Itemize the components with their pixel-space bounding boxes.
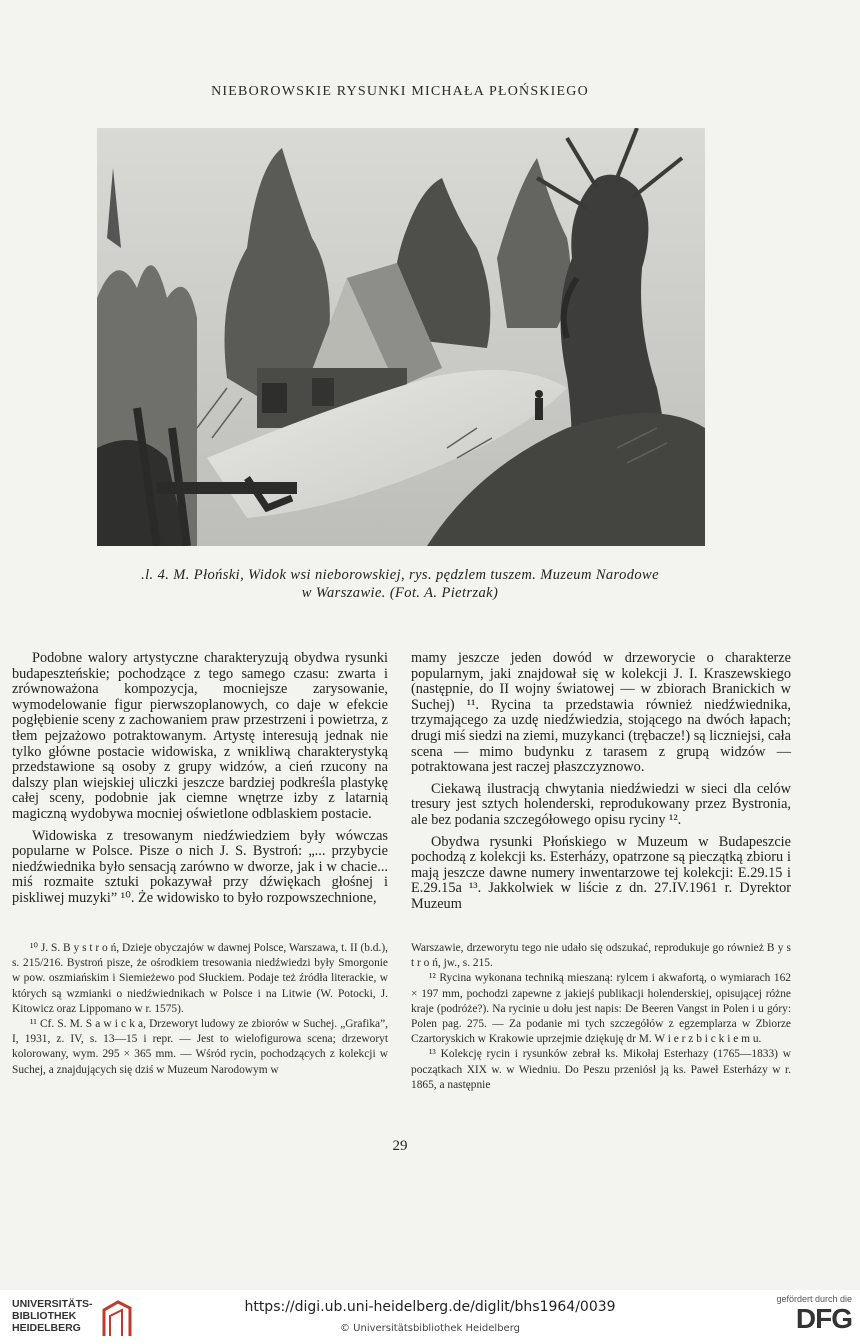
- page-number: 29: [392, 1138, 408, 1154]
- footnote-continuation: Warszawie, drzeworytu tego nie udało się odszukać, reprodukuje go również B y s t r o ń, jw., s. 215.: [411, 942, 791, 970]
- viewer-footer: [0, 1290, 860, 1344]
- footnotes-right: [411, 941, 791, 1093]
- body-column-right: [411, 651, 791, 913]
- paragraph: mamy jeszcze jeden dowód w drzeworycie o charakterze popularnym, jaki znajdował się w kolekcji J. I. Kraszewskiego (następnie, do II wojny światowej — w zbiorach Branickich w Suchej) ¹¹. Rycina ta przedstawia również niedźwiednika, trzymającego za uzdę niedźwiedzia, stojącego na dwóch łapach; drugi miś siedzi na ziemi, muzykanci (trębacze!) są liczniejsi, cała scena — mimo budynku z tarasem z grupą widzów — potraktowana jest raczej płaszczyznowo.: [411, 650, 791, 776]
- funder-block[interactable]: [752, 1294, 852, 1334]
- footnote: ¹¹ Cf. S. M. S a w i c k a, Drzeworyt ludowy ze zbiorów w Suchej. „Grafika”, I, 1931, z. IV, s. 13—15 i repr. — Jest to wielofigurowa scena; drzeworyt kolorowany, wym. 295 × 365 mm. — Wśród rycin, pochodzących z kolekcji w Suchej, a znajdujących się dziś w Muzeum Narodowym w: [12, 1018, 388, 1076]
- copyright-notice: © Universitätsbibliothek Heidelberg: [339, 1323, 520, 1334]
- permalink-url[interactable]: https://digi.ub.uni-heidelberg.de/diglit/bhs1964/0039: [244, 1299, 616, 1315]
- footnotes-left: [12, 941, 388, 1078]
- footnote: ¹³ Kolekcję rycin i rysunków zebrał ks. Mikołaj Esterhazy (1765—1833) w początkach XIX w. w Wiedniu. Do Peszu przeniósł ją ks. Paweł Esterházy w r. 1865, a następnie: [411, 1048, 791, 1091]
- paragraph: Widowiska z tresowanym niedźwiedziem były wówczas popularne w Polsce. Pisze o nich J. S. Bystroń: „... przybycie niedźwiednika było sensacją zarówno w dworze, jak i w chacie... miś rozmaite sztuki pokazywał przy dźwiękach głośnej i piskliwej muzyki” ¹⁰. Że widowisko to było rozpowszechnione,: [12, 827, 388, 906]
- dfg-logo-icon: DFG: [795, 1303, 852, 1334]
- figure-caption: [90, 566, 710, 602]
- ink-drawing-illustration: [97, 128, 705, 546]
- library-name-line-3: HEIDELBERG: [12, 1322, 81, 1334]
- body-column-left: [12, 651, 388, 907]
- library-name-line-1: UNIVERSITÄTS-: [12, 1298, 93, 1310]
- paragraph: Podobne walory artystyczne charakteryzują obydwa rysunki budapeszteńskie; pochodzące z tego samego czasu: zwarta i zrównoważona kompozycja, mocniejsze zarysowanie, wymodelowanie figur pierwszoplanowych, co daje w efekcie pogłębienie sceny z zachowaniem praw przestrzeni i powietrza, z tłem pejzażowo potraktowanym. Artystę interesują jednak nie tylko główne postacie widowiska, z wnikliwą charakterystyką przedstawione są osoby z grupy widzów, a cień rzucony na dalszy plan wiejskiej uliczki jeszcze bardziej podkreśla plastykę całej sceny, podobnie jak ciemne wnętrze izby z latarnią magiczną wydobywa mocniej oświetlone odblaskiem postacie.: [12, 650, 388, 822]
- paragraph: Obydwa rysunki Płońskiego w Muzeum w Budapeszcie pochodzą z kolekcji ks. Esterházy, opatrzone są pieczątką zbioru i mają jeszcze dawne numery inwentarzowe tej kolekcji: E.29.15 i E.29.15a ¹³. Jakkolwiek w liście z dn. 27.IV.1961 r. Dyrektor Muzeum: [411, 833, 791, 912]
- footnote: ¹² Rycina wykonana techniką mieszaną: rylcem i akwafortą, o wymiarach 162 × 197 mm, pochodzi zapewne z jakiejś publikacji holenderskiej, opisującej różne kraje (podróże?). Na rycinie u dołu jest napis: De Beeren Vangst in Polen i u góry: Polen pag. 275. — Za podanie mi tych szczegółów z egzemplarza w Zbiorze Czartoryskich w Krakowie uprzejmie dziękuję dr M. W i e r z b i c k i e m u.: [411, 972, 791, 1046]
- library-name-line-2: BIBLIOTHEK: [12, 1310, 77, 1322]
- footnote: ¹⁰ J. S. B y s t r o ń, Dzieje obyczajów w dawnej Polsce, Warszawa, t. II (b.d.), s. 215/216. Bystroń pisze, że ośrodkiem tresowania niedźwiedzi były Smorgonie w pow. oszmiańskim i Siemieżewo pod Słuckiem. Podaje też źródła literackie, w których są wzmianki o niedźwiednikach w Polsce i na Litwie (W. Potocki, J. Kitowicz oraz Lippomano w r. 1575).: [12, 942, 388, 1015]
- funder-note: gefördert durch die: [776, 1294, 852, 1304]
- caption-line-2: w Warszawie. (Fot. A. Pietrzak): [301, 585, 499, 601]
- running-head: NIEBOROWSKIE RYSUNKI MICHAŁA PŁOŃSKIEGO: [211, 84, 589, 99]
- illustration-village-view: [97, 128, 705, 546]
- paragraph: Ciekawą ilustracją chwytania niedźwiedzi w sieci dla celów tresury jest sztych holenderski, reprodukowany przez Bystronia, ale bez podania szczegółowego opisu ryciny ¹².: [411, 780, 791, 828]
- caption-line-1: .l. 4. M. Płoński, Widok wsi nieborowskiej, rys. pędzlem tuszem. Muzeum Narodowe: [141, 567, 659, 583]
